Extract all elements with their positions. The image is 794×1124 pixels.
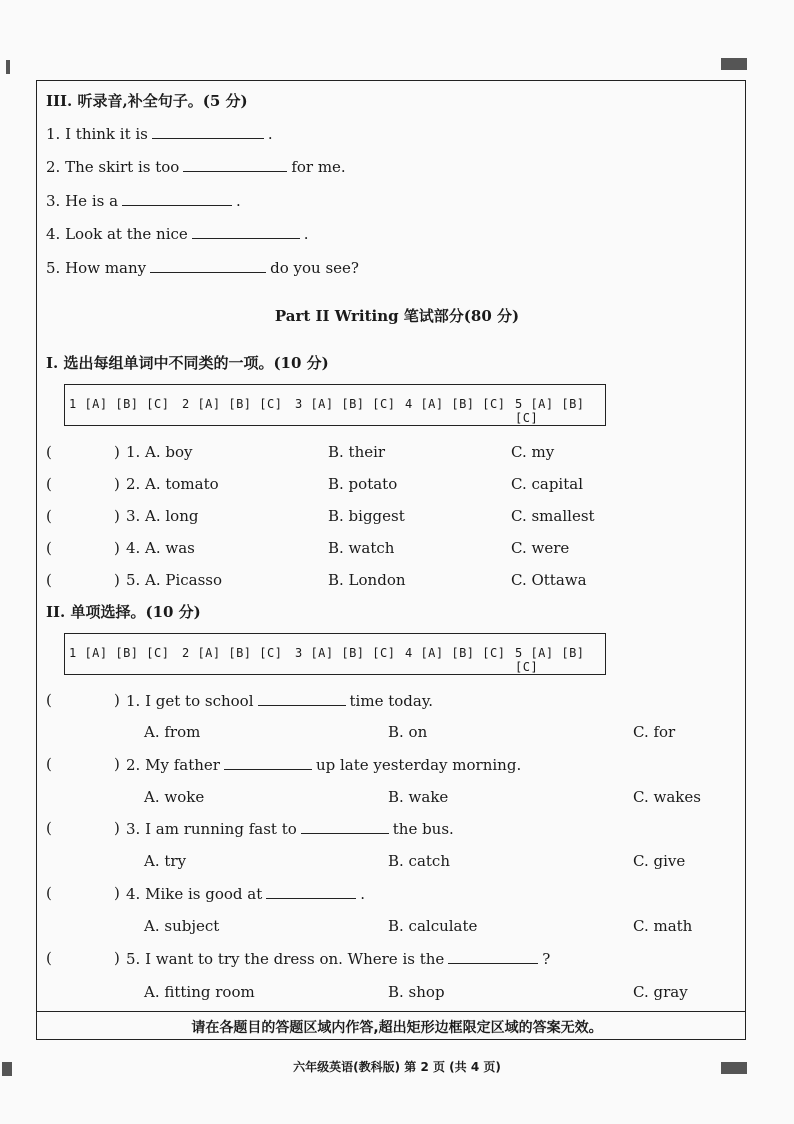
option-a: A. from xyxy=(144,723,201,741)
option-c: C. gray xyxy=(633,983,688,1001)
answer-box-cell[interactable]: 2 [A] [B] [C] xyxy=(182,646,283,660)
section3-item-2: 2. The skirt is too for me. xyxy=(46,158,346,176)
registration-mark-top-right xyxy=(721,58,747,70)
option-a: A. was xyxy=(145,539,195,557)
option-b: B. catch xyxy=(388,852,450,870)
option-a: A. subject xyxy=(144,917,220,935)
option-a: A. fitting room xyxy=(144,983,255,1001)
answer-blank[interactable] xyxy=(150,271,266,273)
answer-box-cell[interactable]: 1 [A] [B] [C] xyxy=(69,646,170,660)
answer-blank[interactable] xyxy=(224,768,312,770)
partI-answer-box xyxy=(64,384,606,426)
option-a: A. tomato xyxy=(145,475,219,493)
page-number: 六年级英语(教科版) 第 2 页 (共 4 页) xyxy=(293,1060,501,1074)
answer-blank[interactable] xyxy=(192,237,300,239)
answer-blank[interactable] xyxy=(448,962,538,964)
section3-item-4: 4. Look at the nice . xyxy=(46,225,309,243)
footer-note: 请在各题目的答题区域内作答,超出矩形边框限定区域的答案无效。 xyxy=(191,1020,603,1036)
answer-box-cell[interactable]: 4 [A] [B] [C] xyxy=(405,397,506,411)
option-a: A. boy xyxy=(145,443,193,461)
answer-box-cell[interactable]: 3 [A] [B] [C] xyxy=(295,397,396,411)
answer-blank[interactable] xyxy=(122,204,232,206)
option-c: C. Ottawa xyxy=(511,571,587,589)
option-a: A. woke xyxy=(144,788,205,806)
section3-heading: III. 听录音,补全句子。(5 分) xyxy=(46,92,248,110)
option-c: C. smallest xyxy=(511,507,595,525)
option-b: B. watch xyxy=(328,539,395,557)
option-c: C. wakes xyxy=(633,788,701,806)
registration-mark-top-left xyxy=(6,60,10,74)
partII-answer-box xyxy=(64,633,606,675)
partII-heading: II. 单项选择。(10 分) xyxy=(46,603,201,621)
answer-box-cell[interactable]: 5 [A] [B] [C] xyxy=(515,646,585,674)
answer-blank[interactable] xyxy=(152,137,264,139)
section3-item-5: 5. How many do you see? xyxy=(46,259,359,277)
answer-box-cell[interactable]: 2 [A] [B] [C] xyxy=(182,397,283,411)
answer-box-cell[interactable]: 3 [A] [B] [C] xyxy=(295,646,396,660)
option-b: B. wake xyxy=(388,788,449,806)
option-b: B. calculate xyxy=(388,917,478,935)
section3-item-3: 3. He is a . xyxy=(46,192,241,210)
option-a: A. try xyxy=(144,852,187,870)
option-c: C. give xyxy=(633,852,686,870)
option-b: B. on xyxy=(388,723,428,741)
option-a: A. long xyxy=(145,507,199,525)
section3-item-1: 1. I think it is . xyxy=(46,125,273,143)
option-b: B. their xyxy=(328,443,386,461)
answer-blank[interactable] xyxy=(266,897,356,899)
option-c: C. for xyxy=(633,723,676,741)
option-c: C. capital xyxy=(511,475,583,493)
option-c: C. my xyxy=(511,443,555,461)
option-b: B. London xyxy=(328,571,406,589)
option-b: B. biggest xyxy=(328,507,405,525)
answer-box-cell[interactable]: 4 [A] [B] [C] xyxy=(405,646,506,660)
option-b: B. potato xyxy=(328,475,398,493)
partI-heading: I. 选出每组单词中不同类的一项。(10 分) xyxy=(46,354,329,372)
answer-blank[interactable] xyxy=(301,832,389,834)
answer-box-cell[interactable]: 5 [A] [B] [C] xyxy=(515,397,585,425)
answer-blank[interactable] xyxy=(183,170,287,172)
part2-title: Part II Writing 笔试部分(80 分) xyxy=(274,307,520,325)
option-b: B. shop xyxy=(388,983,445,1001)
answer-blank[interactable] xyxy=(258,704,346,706)
option-c: C. were xyxy=(511,539,570,557)
option-a: A. Picasso xyxy=(145,571,223,589)
answer-box-cell[interactable]: 1 [A] [B] [C] xyxy=(69,397,170,411)
footer-divider xyxy=(36,1011,746,1012)
option-c: C. math xyxy=(633,917,693,935)
